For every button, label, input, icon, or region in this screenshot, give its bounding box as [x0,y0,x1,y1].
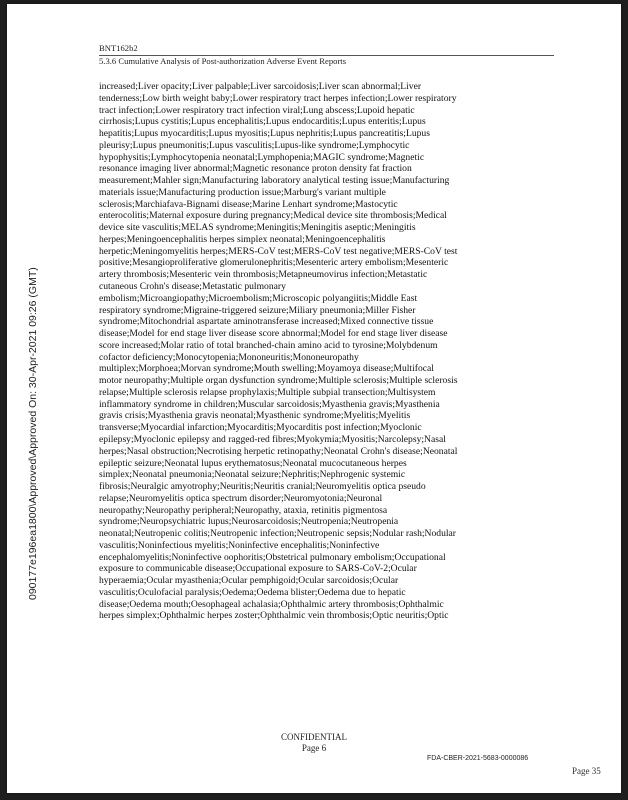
text-line: motor neuropathy;Multiple organ dysfunction syndrome;Multiple sclerosis;Multiple sclerosis [99,375,458,387]
text-line: score increased;Molar ratio of total branched-chain amino acid to tyrosine;Molybdenum [99,339,438,351]
reference-number: FDA-CBER-2021-5683-0000086 [427,755,529,762]
text-line: resonance imaging liver abnormal;Magnetic resonance proton density fat fraction [99,163,412,175]
text-line: pleurisy;Lupus pneumonitis;Lupus vasculitis;Lupus-like syndrome;Lymphocytic [99,139,410,151]
text-line: disease;Model for end stage liver disease score abnormal;Model for end stage liver disease [99,328,448,340]
text-line: positive;Mesangioproliferative glomerulonephritis;Mesenteric artery embolism;Mesenteric [99,257,449,269]
text-line: vasculitis;Noninfectious myelitis;Noninfective encephalitis;Noninfective [99,539,380,551]
text-line: syndrome;Neuropsychiatric lupus;Neurosarcoidosis;Neutropenia;Neutropenia [99,516,399,528]
text-line: transverse;Myocardial infarction;Myocarditis;Myocarditis post infection;Myoclonic [99,422,422,434]
text-line: herpetic;Meningomyelitis herpes;MERS-CoV test;MERS-CoV test negative;MERS-CoV test [99,245,458,257]
text-line: fibrosis;Neuralgic amyotrophy;Neuritis;Neuritis cranial;Neuromyelitis optica pseudo [99,481,426,493]
text-line: herpes simplex;Ophthalmic herpes zoster;Ophthalmic vein thrombosis;Optic neuritis;Optic [99,610,449,622]
text-line: neuropathy;Neuropathy peripheral;Neuropathy, ataxia, retinitis pigmentosa [99,504,388,516]
body-text [99,81,549,622]
approval-stamp: 090177e196ea1800\Approved\Approved On: 30-Apr-2021 09:26 (GMT) [27,267,39,600]
confidential-label: CONFIDENTIAL [281,732,347,742]
text-line: relapse;Multiple sclerosis relapse prophylaxis;Multiple subpial transection;Multisystem [99,386,436,398]
text-line: exposure to communicable disease;Occupational exposure to SARS-CoV-2;Ocular [99,563,417,575]
page-label: Page 6 [301,743,327,753]
text-line: embolism;Microangiopathy;Microembolism;Microscopic polyangiitis;Middle East [99,292,418,304]
text-line: device site vasculitis;MELAS syndrome;Meningitis;Meningitis aseptic;Meningitis [99,222,416,234]
text-line: cofactor deficiency;Monocytopenia;Mononeuritis;Mononeuropathy [99,351,359,363]
text-line: multiplex;Morphoea;Morvan syndrome;Mouth swelling;Moyamoya disease;Multifocal [99,363,434,375]
text-line: cirrhosis;Lupus cystitis;Lupus encephalitis;Lupus endocarditis;Lupus enteritis;Lupus [99,116,426,128]
page-footer [7,732,621,754]
page-header [99,43,554,67]
text-line: increased;Liver opacity;Liver palpable;Liver sarcoidosis;Liver scan abnormal;Liver [99,81,422,92]
page-number-right: Page 35 [572,766,601,776]
text-line: enterocolitis;Maternal exposure during pregnancy;Medical device site thrombosis;Medical [99,210,447,222]
text-line: herpes;Meningoencephalitis herpes simplex neonatal;Meningoencephalitis [99,233,386,245]
text-line: tract infection;Lower respiratory tract infection viral;Lung abscess;Lupoid hepatic [99,104,415,116]
text-line: neonatal;Neutropenic colitis;Neutropenic infection;Neutropenic sepsis;Nodular rash;Nodular [99,528,456,540]
text-line: epilepsy;Myoclonic epilepsy and ragged-red fibres;Myokymia;Myositis;Narcolepsy;Nasal [99,433,446,445]
text-line: cutaneous Crohn's disease;Metastatic pulmonary [99,281,286,293]
header-section: 5.3.6 Cumulative Analysis of Post-authorization Adverse Event Reports [99,56,347,66]
text-line: materials issue;Manufacturing production issue;Marburg's variant multiple [99,186,386,198]
text-line: syndrome;Mitochondrial aspartate aminotransferase increased;Mixed connective tissue [99,316,434,328]
text-line: epileptic seizure;Neonatal lupus erythematosus;Neonatal mucocutaneous herpes [99,457,407,469]
text-line: gravis crisis;Myasthenia gravis neonatal;Myasthenic syndrome;Myelitis;Myelitis [99,410,411,422]
text-line: encephalomyelitis;Noninfective oophoritis;Obstetrical pulmonary embolism;Occupational [99,551,446,563]
text-line: hypophysitis;Lymphocytopenia neonatal;Lymphopenia;MAGIC syndrome;Magnetic [99,151,425,163]
text-line: inflammatory syndrome in children;Muscular sarcoidosis;Myasthenia gravis;Myasthenia [99,398,440,410]
text-line: relapse;Neuromyelitis optica spectrum disorder;Neuromyotonia;Neuronal [99,492,383,504]
text-line: artery thrombosis;Mesenteric vein thrombosis;Metapneumovirus infection;Metastatic [99,269,428,281]
text-line: measurement;Mahler sign;Manufacturing laboratory analytical testing issue;Manufacturing [99,175,450,187]
text-line: simplex;Neonatal pneumonia;Neonatal seizure;Nephritis;Nephrogenic systemic [99,469,406,481]
text-line: herpes;Nasal obstruction;Necrotising herpetic retinopathy;Neonatal Crohn's disease;Neonatal [99,445,458,457]
text-line: respiratory syndrome;Migraine-triggered seizure;Miliary pneumonia;Miller Fisher [99,304,416,316]
text-line: vasculitis;Oculofacial paralysis;Oedema;Oedema blister;Oedema due to hepatic [99,586,406,598]
text-line: disease;Oedema mouth;Oesophageal achalasia;Ophthalmic artery thrombosis;Ophthalmic [99,598,444,610]
header-product: BNT162b2 [99,43,138,53]
text-line: sclerosis;Marchiafava-Bignami disease;Marine Lenhart syndrome;Mastocytic [99,198,398,210]
document-page [7,4,621,793]
text-line: hyperaemia;Ocular myasthenia;Ocular pemphigoid;Ocular sarcoidosis;Ocular [99,575,399,587]
text-line: hepatitis;Lupus myocarditis;Lupus myositis;Lupus nephritis;Lupus pancreatitis;Lupus [99,128,430,140]
text-line: tenderness;Low birth weight baby;Lower respiratory tract herpes infection;Lower respiratory [99,92,457,104]
